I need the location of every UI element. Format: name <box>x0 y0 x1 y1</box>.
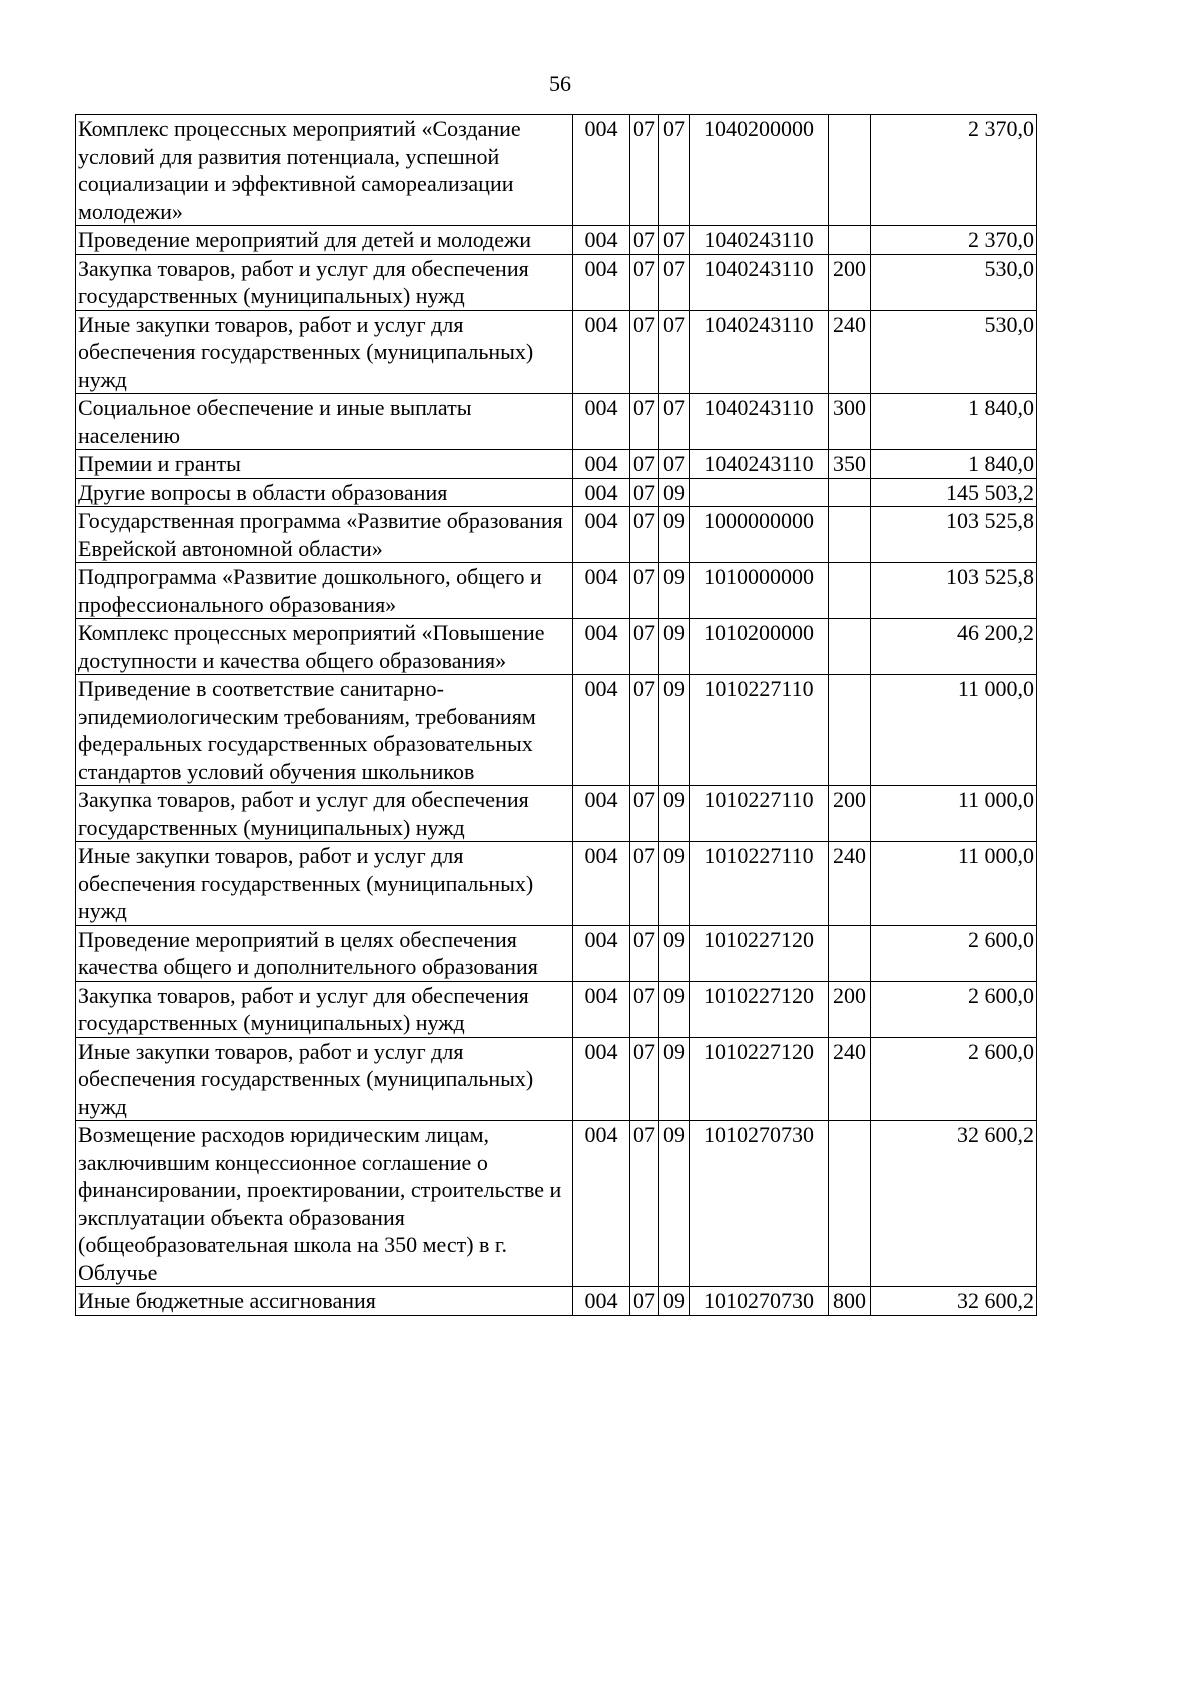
expense-type-cell <box>829 507 871 563</box>
table-row <box>76 226 1037 255</box>
row-name-cell: Проведение мероприятий в целях обеспечения качества общего и дополнительного образования <box>76 925 573 981</box>
subsection-code-cell: 07 <box>659 394 690 450</box>
table-row <box>76 450 1037 479</box>
ministry-code-cell: 004 <box>573 254 630 310</box>
ministry-code-cell: 004 <box>573 115 630 226</box>
subsection-code-cell: 09 <box>659 1121 690 1287</box>
amount-cell: 11 000,0 <box>871 675 1037 786</box>
target-article-cell: 1040243110 <box>690 226 829 255</box>
subsection-code-cell: 07 <box>659 226 690 255</box>
subsection-code-cell: 09 <box>659 842 690 926</box>
amount-cell: 2 600,0 <box>871 981 1037 1037</box>
section-code-cell: 07 <box>630 254 659 310</box>
target-article-cell: 1040200000 <box>690 115 829 226</box>
ministry-code-cell: 004 <box>573 675 630 786</box>
expense-type-cell: 200 <box>829 981 871 1037</box>
ministry-code-cell: 004 <box>573 1121 630 1287</box>
table-row <box>76 981 1037 1037</box>
section-code-cell: 07 <box>630 450 659 479</box>
ministry-code-cell: 004 <box>573 310 630 394</box>
target-article-cell: 1040243110 <box>690 254 829 310</box>
ministry-code-cell: 004 <box>573 450 630 479</box>
row-name-cell: Проведение мероприятий для детей и молодежи <box>76 226 573 255</box>
table-row <box>76 254 1037 310</box>
target-article-cell <box>690 478 829 507</box>
section-code-cell: 07 <box>630 619 659 675</box>
budget-table-body <box>76 115 1037 1316</box>
amount-cell: 32 600,2 <box>871 1121 1037 1287</box>
ministry-code-cell: 004 <box>573 981 630 1037</box>
target-article-cell: 1040243110 <box>690 310 829 394</box>
table-row <box>76 394 1037 450</box>
table-row <box>76 1287 1037 1316</box>
target-article-cell: 1010000000 <box>690 563 829 619</box>
target-article-cell: 1010200000 <box>690 619 829 675</box>
expense-type-cell <box>829 115 871 226</box>
expense-type-cell: 240 <box>829 1037 871 1121</box>
amount-cell: 530,0 <box>871 310 1037 394</box>
table-row <box>76 675 1037 786</box>
amount-cell: 1 840,0 <box>871 450 1037 479</box>
table-row <box>76 1121 1037 1287</box>
expense-type-cell: 300 <box>829 394 871 450</box>
expense-type-cell: 200 <box>829 254 871 310</box>
expense-type-cell <box>829 226 871 255</box>
ministry-code-cell: 004 <box>573 1037 630 1121</box>
target-article-cell: 1010227110 <box>690 842 829 926</box>
table-row <box>76 619 1037 675</box>
row-name-cell: Закупка товаров, работ и услуг для обеспечения государственных (муниципальных) нужд <box>76 786 573 842</box>
target-article-cell: 1010227110 <box>690 786 829 842</box>
target-article-cell: 1010227110 <box>690 675 829 786</box>
target-article-cell: 1040243110 <box>690 450 829 479</box>
section-code-cell: 07 <box>630 563 659 619</box>
table-row <box>76 786 1037 842</box>
amount-cell: 103 525,8 <box>871 563 1037 619</box>
table-row <box>76 478 1037 507</box>
row-name-cell: Приведение в соответствие санитарно-эпидемиологическим требованиям, требованиям федеральных государственных образовательных стандартов условий обучения школьников <box>76 675 573 786</box>
row-name-cell: Иные закупки товаров, работ и услуг для обеспечения государственных (муниципальных) нужд <box>76 310 573 394</box>
row-name-cell: Подпрограмма «Развитие дошкольного, общего и профессионального образования» <box>76 563 573 619</box>
subsection-code-cell: 09 <box>659 786 690 842</box>
subsection-code-cell: 09 <box>659 981 690 1037</box>
expense-type-cell: 800 <box>829 1287 871 1316</box>
amount-cell: 145 503,2 <box>871 478 1037 507</box>
ministry-code-cell: 004 <box>573 507 630 563</box>
row-name-cell: Закупка товаров, работ и услуг для обеспечения государственных (муниципальных) нужд <box>76 254 573 310</box>
amount-cell: 2 600,0 <box>871 1037 1037 1121</box>
ministry-code-cell: 004 <box>573 1287 630 1316</box>
table-row <box>76 925 1037 981</box>
target-article-cell: 1000000000 <box>690 507 829 563</box>
target-article-cell: 1040243110 <box>690 394 829 450</box>
table-row <box>76 115 1037 226</box>
expense-type-cell <box>829 1121 871 1287</box>
amount-cell: 2 600,0 <box>871 925 1037 981</box>
amount-cell: 32 600,2 <box>871 1287 1037 1316</box>
row-name-cell: Возмещение расходов юридическим лицам, заключившим концессионное соглашение о финансировании, проектировании, строительстве и эксплуатации объекта образования (общеобразовательная школа на 350 мест) в г. Облучье <box>76 1121 573 1287</box>
expense-type-cell <box>829 675 871 786</box>
section-code-cell: 07 <box>630 310 659 394</box>
section-code-cell: 07 <box>630 925 659 981</box>
section-code-cell: 07 <box>630 786 659 842</box>
expense-type-cell: 200 <box>829 786 871 842</box>
section-code-cell: 07 <box>630 226 659 255</box>
subsection-code-cell: 07 <box>659 115 690 226</box>
section-code-cell: 07 <box>630 1287 659 1316</box>
ministry-code-cell: 004 <box>573 226 630 255</box>
row-name-cell: Закупка товаров, работ и услуг для обеспечения государственных (муниципальных) нужд <box>76 981 573 1037</box>
row-name-cell: Премии и гранты <box>76 450 573 479</box>
section-code-cell: 07 <box>630 478 659 507</box>
section-code-cell: 07 <box>630 842 659 926</box>
amount-cell: 1 840,0 <box>871 394 1037 450</box>
table-row <box>76 842 1037 926</box>
amount-cell: 530,0 <box>871 254 1037 310</box>
subsection-code-cell: 09 <box>659 1037 690 1121</box>
section-code-cell: 07 <box>630 1037 659 1121</box>
ministry-code-cell: 004 <box>573 394 630 450</box>
section-code-cell: 07 <box>630 115 659 226</box>
amount-cell: 2 370,0 <box>871 226 1037 255</box>
ministry-code-cell: 004 <box>573 925 630 981</box>
subsection-code-cell: 09 <box>659 1287 690 1316</box>
ministry-code-cell: 004 <box>573 563 630 619</box>
subsection-code-cell: 09 <box>659 675 690 786</box>
row-name-cell: Иные бюджетные ассигнования <box>76 1287 573 1316</box>
ministry-code-cell: 004 <box>573 842 630 926</box>
section-code-cell: 07 <box>630 981 659 1037</box>
amount-cell: 2 370,0 <box>871 115 1037 226</box>
ministry-code-cell: 004 <box>573 478 630 507</box>
subsection-code-cell: 09 <box>659 563 690 619</box>
ministry-code-cell: 004 <box>573 619 630 675</box>
subsection-code-cell: 07 <box>659 310 690 394</box>
ministry-code-cell: 004 <box>573 786 630 842</box>
section-code-cell: 07 <box>630 507 659 563</box>
target-article-cell: 1010227120 <box>690 925 829 981</box>
amount-cell: 11 000,0 <box>871 842 1037 926</box>
table-row <box>76 507 1037 563</box>
budget-table <box>75 114 1037 1316</box>
subsection-code-cell: 07 <box>659 450 690 479</box>
amount-cell: 103 525,8 <box>871 507 1037 563</box>
expense-type-cell <box>829 478 871 507</box>
expense-type-cell <box>829 619 871 675</box>
page-number: 56 <box>549 71 571 96</box>
target-article-cell: 1010227120 <box>690 981 829 1037</box>
subsection-code-cell: 09 <box>659 507 690 563</box>
target-article-cell: 1010270730 <box>690 1121 829 1287</box>
subsection-code-cell: 09 <box>659 619 690 675</box>
subsection-code-cell: 07 <box>659 254 690 310</box>
target-article-cell: 1010270730 <box>690 1287 829 1316</box>
expense-type-cell <box>829 563 871 619</box>
row-name-cell: Иные закупки товаров, работ и услуг для обеспечения государственных (муниципальных) нужд <box>76 842 573 926</box>
row-name-cell: Комплекс процессных мероприятий «Создание условий для развития потенциала, успешной социализации и эффективной самореализации молодежи» <box>76 115 573 226</box>
section-code-cell: 07 <box>630 1121 659 1287</box>
section-code-cell: 07 <box>630 394 659 450</box>
row-name-cell: Государственная программа «Развитие образования Еврейской автономной области» <box>76 507 573 563</box>
row-name-cell: Социальное обеспечение и иные выплаты населению <box>76 394 573 450</box>
section-code-cell: 07 <box>630 675 659 786</box>
expense-type-cell: 350 <box>829 450 871 479</box>
row-name-cell: Иные закупки товаров, работ и услуг для обеспечения государственных (муниципальных) нужд <box>76 1037 573 1121</box>
amount-cell: 46 200,2 <box>871 619 1037 675</box>
row-name-cell: Другие вопросы в области образования <box>76 478 573 507</box>
expense-type-cell: 240 <box>829 842 871 926</box>
table-row <box>76 563 1037 619</box>
amount-cell: 11 000,0 <box>871 786 1037 842</box>
target-article-cell: 1010227120 <box>690 1037 829 1121</box>
table-row <box>76 1037 1037 1121</box>
subsection-code-cell: 09 <box>659 925 690 981</box>
row-name-cell: Комплекс процессных мероприятий «Повышение доступности и качества общего образования» <box>76 619 573 675</box>
table-row <box>76 310 1037 394</box>
expense-type-cell: 240 <box>829 310 871 394</box>
expense-type-cell <box>829 925 871 981</box>
subsection-code-cell: 09 <box>659 478 690 507</box>
